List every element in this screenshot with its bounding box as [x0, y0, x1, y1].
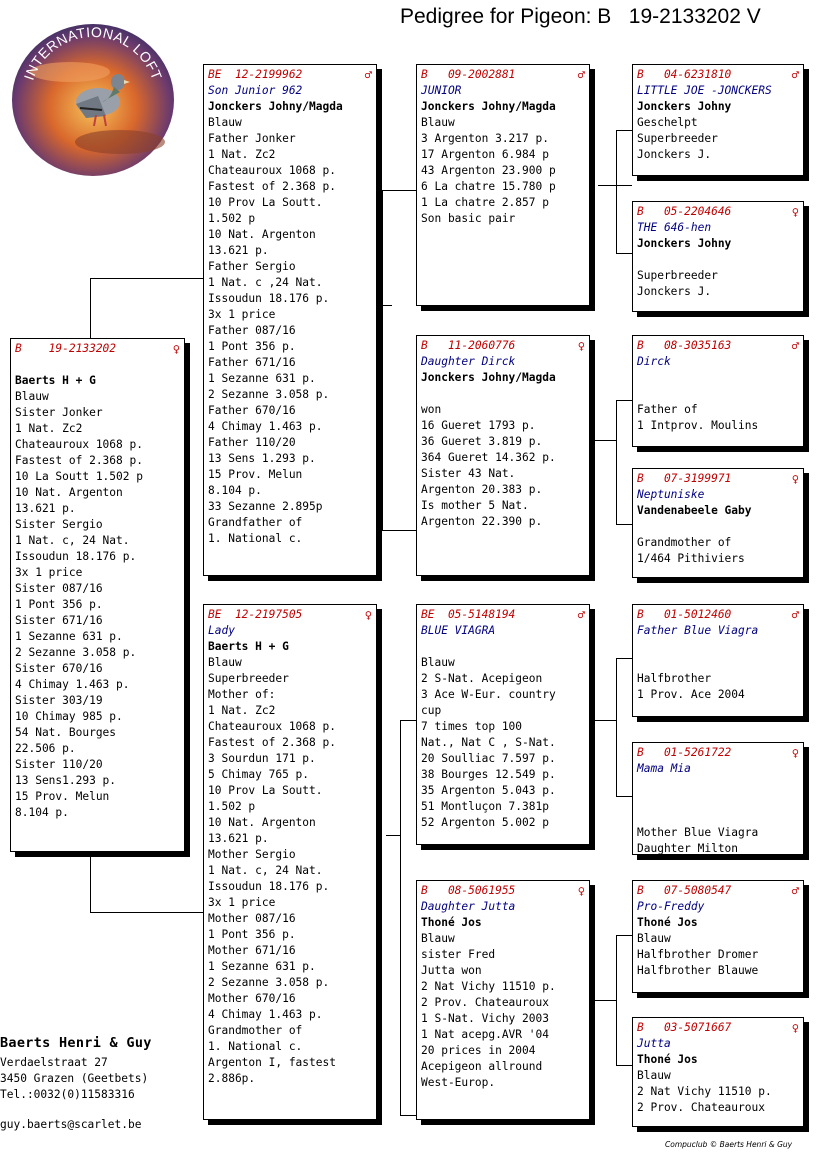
connector-line: [382, 305, 392, 306]
pedigree-line: 4 Chimay 1.463 p.: [208, 1008, 323, 1021]
pedigree-line: Father Jonker: [208, 132, 296, 145]
pedigree-line: 1 Sezanne 631 p.: [208, 372, 316, 385]
connector-line: [382, 530, 417, 531]
pedigree-line: Sister 303/19: [15, 694, 103, 707]
ring-number: B 01-5012460: [637, 608, 732, 621]
pedigree-line: 2 Nat Vichy 11510 p.: [637, 1085, 772, 1098]
logo-text: INTERNATIONAL LOFT: [20, 23, 166, 83]
pedigree-line: Halfbrother: [637, 672, 712, 685]
pigeon-card-ssd: [632, 201, 804, 312]
pedigree-line: Grandmother of: [637, 536, 732, 549]
pigeon-owner: Jonckers Johny: [637, 100, 732, 113]
connector-line: [592, 440, 616, 441]
pedigree-line: Superbreeder: [637, 269, 718, 282]
pigeon-owner: Baerts H + G: [208, 640, 289, 653]
pedigree-line: Jonckers J.: [637, 148, 712, 161]
sex-icon: ♀: [791, 205, 799, 219]
ring-number: B 01-5261722: [637, 746, 732, 759]
pedigree-line: 1 Prov. Ace 2004: [637, 688, 745, 701]
pedigree-line: 35 Argenton 5.043 p.: [421, 784, 556, 797]
pedigree-line: 52 Argenton 5.002 p: [421, 816, 549, 829]
pedigree-line: Blauw: [421, 116, 455, 129]
pedigree-line: 38 Bourges 12.549 p.: [421, 768, 556, 781]
pigeon-owner: Jonckers Johny/Magda: [421, 371, 556, 384]
pedigree-line: Blauw: [15, 390, 49, 403]
pedigree-line: Fastest of 2.368 p.: [208, 736, 336, 749]
pigeon-owner: [637, 639, 799, 655]
pigeon-name: Son Junior 962: [208, 84, 303, 97]
sex-icon: ♀: [364, 608, 372, 622]
pedigree-line: [637, 386, 799, 402]
connector-line: [382, 190, 383, 530]
pedigree-line: 5 Chimay 765 p.: [208, 768, 310, 781]
connector-line: [616, 658, 632, 659]
pedigree-line: 36 Gueret 3.819 p.: [421, 435, 543, 448]
pedigree-line: 13.621 p.: [208, 832, 269, 845]
connector-line: [400, 720, 417, 721]
pigeon-name: Daughter Dirck: [421, 355, 516, 368]
pedigree-line: Father Sergio: [208, 260, 296, 273]
pedigree-line: Chateauroux 1068 p.: [208, 720, 336, 733]
pedigree-line: Sister Jonker: [15, 406, 103, 419]
pedigree-line: 1 Sezanne 631 p.: [208, 960, 316, 973]
connector-line: [588, 1000, 616, 1001]
pedigree-line: 13 Sens 1.293 p.: [208, 452, 316, 465]
sex-icon: ♀: [791, 472, 799, 486]
pedigree-line: 2 Sezanne 3.058 p.: [208, 388, 330, 401]
pedigree-line: Nat., Nat C , S-Nat.: [421, 736, 556, 749]
sex-icon: ♀: [577, 339, 585, 353]
pedigree-line: 1 Nat. c ,24 Nat.: [208, 276, 323, 289]
pedigree-line: Mother of:: [208, 688, 276, 701]
breeder-email[interactable]: guy.baerts@scarlet.be: [0, 1118, 142, 1131]
pedigree-line: Blauw: [208, 656, 242, 669]
footer-credit: Compuclub © Baerts Henri & Guy: [665, 1140, 793, 1149]
pigeon-owner: Thoné Jos: [637, 916, 698, 929]
pedigree-line: West-Europ.: [421, 1076, 496, 1089]
ring-number: BE 05-5148194: [421, 608, 516, 621]
pedigree-line: Father 670/16: [208, 404, 296, 417]
ring-number: B 05-2204646: [637, 205, 732, 218]
pedigree-line: 1 Nat. Zc2: [208, 148, 276, 161]
pigeon-name: Father Blue Viagra: [637, 624, 759, 637]
pedigree-line: 1 Nat. c, 24 Nat.: [208, 864, 323, 877]
pigeon-card-dam-sire: [416, 604, 590, 845]
pedigree-line: Father 110/20: [208, 436, 296, 449]
pedigree-line: 4 Chimay 1.463 p.: [15, 678, 130, 691]
sex-icon: ♂: [791, 884, 799, 898]
pedigree-line: Grandmother of: [208, 1024, 303, 1037]
pedigree-line: Mother Sergio: [208, 848, 296, 861]
pigeon-card-dds: [632, 880, 804, 993]
pedigree-line: 8.104 p.: [208, 484, 262, 497]
pedigree-line: Blauw: [637, 1069, 671, 1082]
pedigree-line: Mother 087/16: [208, 912, 296, 925]
ring-number: B 08-3035163: [637, 339, 732, 352]
pedigree-line: Sister 671/16: [15, 614, 103, 627]
sex-icon: ♀: [791, 1021, 799, 1035]
pedigree-line: 2 Prov. Chateauroux: [637, 1101, 765, 1114]
pigeon-name: Mama Mia: [637, 762, 691, 775]
pigeon-name: Lady: [208, 624, 235, 637]
pedigree-line: 15 Prov. Melun: [208, 468, 303, 481]
breeder-street: Verdaelstraat 27: [0, 1056, 108, 1069]
pedigree-line: 10 Nat. Argenton: [15, 486, 123, 499]
pedigree-line: 1 Nat acepg.AVR '04: [421, 1028, 549, 1041]
connector-line: [400, 720, 401, 1115]
ring-number: BE 12-2197505: [208, 608, 303, 621]
pigeon-name: Pro-Freddy: [637, 900, 705, 913]
pedigree-line: 2 Prov. Chateauroux: [421, 996, 549, 1009]
pedigree-line: 2 Nat Vichy 11510 p.: [421, 980, 556, 993]
pedigree-line: 10 Prov La Soutt.: [208, 784, 323, 797]
pedigree-line: 13.621 p.: [208, 244, 269, 257]
pigeon-card-sds: [632, 335, 804, 447]
pedigree-line: 1/464 Pithiviers: [637, 552, 745, 565]
pedigree-line: 20 prices in 2004: [421, 1044, 536, 1057]
pedigree-line: 10 Nat. Argenton: [208, 816, 316, 829]
pedigree-line: 1 S-Nat. Vichy 2003: [421, 1012, 549, 1025]
pigeon-owner: [637, 370, 799, 386]
connector-line: [382, 190, 417, 191]
pigeon-owner: Vandenabeele Gaby: [637, 504, 752, 517]
pedigree-line: 10 Prov La Soutt.: [208, 196, 323, 209]
connector-line: [90, 912, 204, 913]
pedigree-line: 8.104 p.: [15, 806, 69, 819]
pedigree-line: 6 La chatre 15.780 p: [421, 180, 556, 193]
pigeon-owner: [637, 777, 799, 793]
ring-number: B 07-3199971: [637, 472, 732, 485]
pedigree-line: 2 Sezanne 3.058 p.: [208, 976, 330, 989]
pedigree-line: Jonckers J.: [637, 285, 712, 298]
connector-line: [616, 400, 617, 524]
pedigree-line: Daughter Milton: [637, 842, 739, 855]
pedigree-line: Mother 671/16: [208, 944, 296, 957]
pedigree-line: Geschelpt: [637, 116, 698, 129]
sex-icon: ♂: [791, 339, 799, 353]
pedigree-line: Blauw: [208, 116, 242, 129]
breeder-info: [0, 1035, 200, 1133]
pedigree-line: Superbreeder: [637, 132, 718, 145]
sex-icon: ♂: [364, 68, 372, 82]
pedigree-line: [637, 793, 799, 809]
pigeon-name: Jutta: [637, 1037, 671, 1050]
pedigree-line: 3x 1 price: [15, 566, 83, 579]
connector-line: [90, 278, 91, 340]
sex-icon: ♂: [791, 68, 799, 82]
pedigree-line: 1. National c.: [208, 532, 303, 545]
pedigree-line: Is mother 5 Nat.: [421, 499, 529, 512]
connector-line: [616, 130, 632, 131]
pedigree-line: 1 Pont 356 p.: [208, 928, 296, 941]
ring-number: B 09-2002881: [421, 68, 516, 81]
pedigree-line: 43 Argenton 23.900 p: [421, 164, 556, 177]
pedigree-line: Blauw: [421, 932, 455, 945]
pedigree-line: cup: [421, 704, 442, 717]
pedigree-line: Halfbrother Dromer: [637, 948, 759, 961]
ring-number: B 08-5061955: [421, 884, 516, 897]
pedigree-line: Mother 670/16: [208, 992, 296, 1005]
pigeon-name: BLUE VIAGRA: [421, 624, 496, 637]
pigeon-card-dam-dam: [416, 880, 590, 1120]
pedigree-line: 10 Nat. Argenton: [208, 228, 316, 241]
pedigree-line: 1 Nat. Zc2: [15, 422, 83, 435]
pedigree-line: 3 Argenton 3.217 p.: [421, 132, 549, 145]
ring-number: B 04-6231810: [637, 68, 732, 81]
pedigree-line: 3 Ace W-Eur. country: [421, 688, 556, 701]
pedigree-line: 17 Argenton 6.984 p: [421, 148, 549, 161]
loft-logo: [10, 22, 176, 178]
pigeon-card-sire-dam: [416, 335, 590, 576]
pedigree-line: 2 S-Nat. Acepigeon: [421, 672, 543, 685]
pedigree-line: Sister 110/20: [15, 758, 103, 771]
pedigree-line: 1 Pont 356 p.: [208, 340, 296, 353]
pedigree-line: 2.886p.: [208, 1072, 256, 1085]
ring-number: BE 12-2199962: [208, 68, 303, 81]
pedigree-line: 1.502 p: [208, 212, 256, 225]
breeder-city: 3450 Grazen (Geetbets): [0, 1072, 149, 1085]
sex-icon: ♀: [577, 884, 585, 898]
pedigree-line: 51 Montluçon 7.381p: [421, 800, 549, 813]
pigeon-name: Daughter Jutta: [421, 900, 516, 913]
pedigree-line: 364 Gueret 14.362 p.: [421, 451, 556, 464]
pedigree-line: Sister 670/16: [15, 662, 103, 675]
breeder-name: Baerts Henri & Guy: [0, 1035, 152, 1051]
ring-number: B 03-5071667: [637, 1021, 732, 1034]
sex-icon: ♂: [791, 608, 799, 622]
connector-line: [616, 658, 617, 796]
sex-icon: ♀: [172, 342, 180, 356]
pedigree-line: 16 Gueret 1793 p.: [421, 419, 536, 432]
pedigree-line: 3x 1 price: [208, 308, 276, 321]
pedigree-line: Sister Sergio: [15, 518, 103, 531]
pigeon-owner: Jonckers Johny/Magda: [421, 100, 556, 113]
pigeon-name: Dirck: [637, 355, 671, 368]
pedigree-line: Mother Blue Viagra: [637, 826, 759, 839]
pedigree-line: 1 La chatre 2.857 p: [421, 196, 549, 209]
pigeon-name: THE 646-hen: [637, 221, 712, 234]
pedigree-line: 33 Sezanne 2.895p: [208, 500, 323, 513]
sex-icon: ♂: [577, 68, 585, 82]
page-title: Pedigree for Pigeon: B 19-2133202 V: [400, 5, 761, 28]
connector-line: [616, 524, 632, 525]
pedigree-line: 15 Prov. Melun: [15, 790, 110, 803]
pigeon-owner: Baerts H + G: [15, 374, 96, 387]
pedigree-line: Halfbrother Blauwe: [637, 964, 759, 977]
pigeon-card-ddd: [632, 1017, 804, 1127]
pigeon-owner: Jonckers Johny: [637, 237, 732, 250]
pedigree-line: Fastest of 2.368 p.: [15, 454, 143, 467]
pedigree-line: 20 Soulliac 7.597 p.: [421, 752, 556, 765]
pedigree-line: Sister 087/16: [15, 582, 103, 595]
pedigree-line: Issoudun 18.176 p.: [15, 550, 137, 563]
pigeon-card-dam: [203, 604, 377, 1120]
pedigree-line: 10 Chimay 985 p.: [15, 710, 123, 723]
pedigree-line: sister Fred: [421, 948, 496, 961]
pedigree-line: 3x 1 price: [208, 896, 276, 909]
pigeon-name: Neptuniske: [637, 488, 705, 501]
pedigree-line: Fastest of 2.368 p.: [208, 180, 336, 193]
pigeon-card-dss: [632, 604, 804, 717]
pedigree-line: Chateauroux 1068 p.: [15, 438, 143, 451]
connector-line: [400, 1115, 417, 1116]
pedigree-line: 54 Nat. Bourges: [15, 726, 117, 739]
pigeon-owner: Jonckers Johny/Magda: [208, 100, 343, 113]
pedigree-line: Argenton I, fastest: [208, 1056, 336, 1069]
sex-icon: ♀: [791, 746, 799, 760]
pigeon-name: LITTLE JOE -JONCKERS: [637, 84, 772, 97]
ring-number: B 07-5080547: [637, 884, 732, 897]
connector-line: [616, 400, 632, 401]
sex-icon: ♂: [577, 608, 585, 622]
pedigree-line: 4 Chimay 1.463 p.: [208, 420, 323, 433]
pedigree-line: 1 Pont 356 p.: [15, 598, 103, 611]
pigeon-owner: Thoné Jos: [637, 1053, 698, 1066]
breeder-phone: Tel.:0032(0)11583316: [0, 1088, 135, 1101]
pedigree-line: 13.621 p.: [15, 502, 76, 515]
connector-line: [616, 253, 632, 254]
pigeon-card-subject: [10, 338, 185, 852]
pedigree-line: 1. National c.: [208, 1040, 303, 1053]
pedigree-line: Chateauroux 1068 p.: [208, 164, 336, 177]
pedigree-line: Blauw: [637, 932, 671, 945]
pedigree-line: 1 Intprov. Moulins: [637, 419, 759, 432]
pigeon-owner: [421, 639, 585, 655]
ring-number: B 19-2133202: [15, 342, 117, 355]
pedigree-line: 10 La Soutt 1.502 p: [15, 470, 143, 483]
connector-line: [616, 130, 617, 253]
pigeon-card-sss: [632, 64, 804, 176]
pedigree-line: Son basic pair: [421, 212, 516, 225]
pedigree-line: won: [421, 403, 442, 416]
connector-line: [588, 720, 616, 721]
pedigree-line: Father 671/16: [208, 356, 296, 369]
pedigree-line: Argenton 20.383 p.: [421, 483, 543, 496]
pedigree-line: 3 Sourdun 171 p.: [208, 752, 316, 765]
pedigree-line: 1.502 p: [208, 800, 256, 813]
connector-line: [616, 796, 632, 797]
pedigree-line: 2 Sezanne 3.058 p.: [15, 646, 137, 659]
pedigree-line: 1 Sezanne 631 p.: [15, 630, 123, 643]
pigeon-name: [15, 357, 180, 373]
pigeon-card-dsd: [632, 742, 804, 855]
pigeon-card-sire: [203, 64, 377, 576]
connector-line: [616, 1065, 632, 1066]
pedigree-line: Acepigeon allround: [421, 1060, 543, 1073]
ring-number: B 11-2060776: [421, 339, 516, 352]
pedigree-line: [637, 252, 799, 268]
pedigree-line: 22.506 p.: [15, 742, 76, 755]
pedigree-line: [637, 519, 799, 535]
connector-line: [386, 835, 400, 836]
pedigree-line: Issoudun 18.176 p.: [208, 292, 330, 305]
pedigree-line: Sister 43 Nat.: [421, 467, 516, 480]
connector-line: [616, 935, 632, 936]
pedigree-line: Grandfather of: [208, 516, 303, 529]
pedigree-line: Blauw: [421, 656, 455, 669]
pedigree-line: 1 Nat. c, 24 Nat.: [15, 534, 130, 547]
pedigree-line: 13 Sens1.293 p.: [15, 774, 117, 787]
connector-line: [598, 185, 632, 186]
connector-line: [616, 935, 617, 1065]
pedigree-line: Superbreeder: [208, 672, 289, 685]
pigeon-card-sire-sire: [416, 64, 590, 306]
pigeon-owner: Thoné Jos: [421, 916, 482, 929]
pedigree-line: 7 times top 100: [421, 720, 523, 733]
pedigree-line: [421, 386, 585, 402]
pigeon-card-sdd: [632, 468, 804, 578]
connector-line: [90, 278, 204, 279]
pigeon-name: JUNIOR: [421, 84, 462, 97]
connector-line: [90, 856, 91, 912]
pedigree-line: Father 087/16: [208, 324, 296, 337]
pedigree-line: Jutta won: [421, 964, 482, 977]
pedigree-line: [637, 655, 799, 671]
pedigree-line: Father of: [637, 403, 698, 416]
pedigree-line: [637, 809, 799, 825]
pedigree-line: Issoudun 18.176 p.: [208, 880, 330, 893]
pedigree-line: Argenton 22.390 p.: [421, 515, 543, 528]
pedigree-line: 1 Nat. Zc2: [208, 704, 276, 717]
